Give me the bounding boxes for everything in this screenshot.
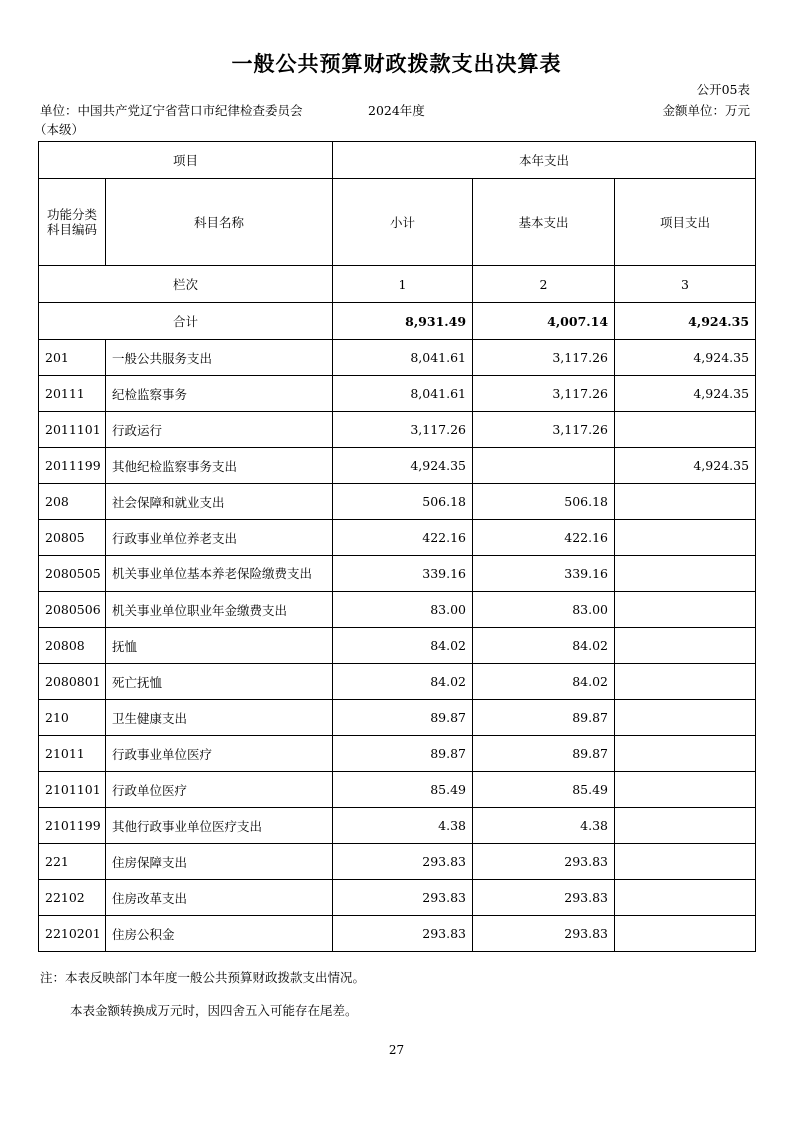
column-index-2: 2 — [473, 266, 615, 303]
row-subtotal: 89.87 — [333, 700, 473, 736]
row-code: 2210201 — [39, 916, 106, 952]
row-code: 208 — [39, 484, 106, 520]
row-project — [615, 664, 756, 700]
row-basic: 3,117.26 — [473, 340, 615, 376]
column-index-1: 1 — [333, 266, 473, 303]
row-subtotal: 506.18 — [333, 484, 473, 520]
row-subtotal: 4,924.35 — [333, 448, 473, 484]
column-index-label: 栏次 — [39, 266, 333, 303]
row-subtotal: 339.16 — [333, 556, 473, 592]
row-code: 2101101 — [39, 772, 106, 808]
table-row — [39, 736, 756, 772]
row-project — [615, 700, 756, 736]
note-line-1: 注：本表反映部门本年度一般公共预算财政拨款支出情况。 — [40, 970, 366, 985]
row-name: 机关事业单位职业年金缴费支出 — [106, 592, 333, 628]
header-code: 功能分类科目编码 — [39, 179, 106, 266]
row-basic: 84.02 — [473, 628, 615, 664]
table-row — [39, 484, 756, 520]
row-subtotal: 8,041.61 — [333, 340, 473, 376]
row-code: 2011101 — [39, 412, 106, 448]
total-label: 合计 — [39, 303, 333, 340]
row-code: 21011 — [39, 736, 106, 772]
row-basic — [473, 448, 615, 484]
row-project — [615, 880, 756, 916]
row-subtotal: 8,041.61 — [333, 376, 473, 412]
header-project: 项目 — [39, 142, 333, 179]
table-row — [39, 844, 756, 880]
money-unit: 金额单位：万元 — [662, 103, 750, 118]
table-row — [39, 700, 756, 736]
row-code: 20111 — [39, 376, 106, 412]
table-row — [39, 412, 756, 448]
row-basic: 84.02 — [473, 664, 615, 700]
table-row — [39, 340, 756, 376]
row-code: 201 — [39, 340, 106, 376]
row-code: 20808 — [39, 628, 106, 664]
table-row — [39, 556, 756, 592]
row-code: 210 — [39, 700, 106, 736]
total-row — [39, 303, 756, 340]
row-project — [615, 628, 756, 664]
header-row-2 — [39, 179, 756, 266]
table-row — [39, 376, 756, 412]
row-subtotal: 293.83 — [333, 916, 473, 952]
row-name: 其他纪检监察事务支出 — [106, 448, 333, 484]
table-row — [39, 772, 756, 808]
row-subtotal: 83.00 — [333, 592, 473, 628]
total-subtotal: 8,931.49 — [333, 303, 473, 340]
total-basic: 4,007.14 — [473, 303, 615, 340]
header-name: 科目名称 — [106, 179, 333, 266]
row-code: 221 — [39, 844, 106, 880]
row-name: 其他行政事业单位医疗支出 — [106, 808, 333, 844]
row-code: 2080505 — [39, 556, 106, 592]
row-basic: 83.00 — [473, 592, 615, 628]
row-name: 社会保障和就业支出 — [106, 484, 333, 520]
row-name: 抚恤 — [106, 628, 333, 664]
table-row — [39, 520, 756, 556]
row-name: 住房改革支出 — [106, 880, 333, 916]
row-project — [615, 772, 756, 808]
row-subtotal: 293.83 — [333, 844, 473, 880]
table-row — [39, 448, 756, 484]
row-basic: 3,117.26 — [473, 412, 615, 448]
row-code: 22102 — [39, 880, 106, 916]
row-name: 住房公积金 — [106, 916, 333, 952]
row-name: 机关事业单位基本养老保险缴费支出 — [106, 556, 333, 592]
row-name: 住房保障支出 — [106, 844, 333, 880]
row-subtotal: 4.38 — [333, 808, 473, 844]
header-current-expense: 本年支出 — [333, 142, 756, 179]
page-title: 一般公共预算财政拨款支出决算表 — [231, 52, 562, 76]
row-project: 4,924.35 — [615, 340, 756, 376]
row-project — [615, 844, 756, 880]
row-subtotal: 293.83 — [333, 880, 473, 916]
row-basic: 89.87 — [473, 736, 615, 772]
row-code: 2011199 — [39, 448, 106, 484]
row-basic: 293.83 — [473, 844, 615, 880]
fiscal-year: 2024年度 — [368, 103, 425, 118]
row-code: 2080801 — [39, 664, 106, 700]
row-basic: 339.16 — [473, 556, 615, 592]
table-row — [39, 808, 756, 844]
row-code: 20805 — [39, 520, 106, 556]
table-row — [39, 916, 756, 952]
row-name: 行政事业单位医疗 — [106, 736, 333, 772]
row-basic: 506.18 — [473, 484, 615, 520]
header-subtotal: 小计 — [333, 179, 473, 266]
total-project: 4,924.35 — [615, 303, 756, 340]
row-subtotal: 84.02 — [333, 628, 473, 664]
row-name: 卫生健康支出 — [106, 700, 333, 736]
row-basic: 85.49 — [473, 772, 615, 808]
header-project-expense: 项目支出 — [615, 179, 756, 266]
row-name: 死亡抚恤 — [106, 664, 333, 700]
row-project — [615, 808, 756, 844]
row-name: 纪检监察事务 — [106, 376, 333, 412]
row-subtotal: 3,117.26 — [333, 412, 473, 448]
row-subtotal: 85.49 — [333, 772, 473, 808]
row-project — [615, 592, 756, 628]
row-basic: 89.87 — [473, 700, 615, 736]
row-project — [615, 916, 756, 952]
table-row — [39, 664, 756, 700]
row-subtotal: 422.16 — [333, 520, 473, 556]
table-row — [39, 628, 756, 664]
row-code: 2101199 — [39, 808, 106, 844]
row-project — [615, 412, 756, 448]
page-number: 27 — [388, 1043, 405, 1057]
row-basic: 4.38 — [473, 808, 615, 844]
row-name: 行政运行 — [106, 412, 333, 448]
table-row — [39, 592, 756, 628]
row-basic: 293.83 — [473, 880, 615, 916]
expenditure-table — [38, 141, 756, 952]
row-project — [615, 484, 756, 520]
row-project — [615, 736, 756, 772]
row-subtotal: 84.02 — [333, 664, 473, 700]
header-row-1 — [39, 142, 756, 179]
row-basic: 3,117.26 — [473, 376, 615, 412]
column-index-row — [39, 266, 756, 303]
reporting-unit: 单位：中国共产党辽宁省营口市纪律检查委员会 — [40, 103, 303, 118]
table-row — [39, 880, 756, 916]
row-subtotal: 89.87 — [333, 736, 473, 772]
row-basic: 293.83 — [473, 916, 615, 952]
header-basic: 基本支出 — [473, 179, 615, 266]
row-project — [615, 520, 756, 556]
row-name: 行政事业单位养老支出 — [106, 520, 333, 556]
column-index-3: 3 — [615, 266, 756, 303]
reporting-level: （本级） — [34, 122, 85, 137]
form-number: 公开05表 — [696, 82, 750, 97]
row-project: 4,924.35 — [615, 448, 756, 484]
row-project — [615, 556, 756, 592]
row-name: 行政单位医疗 — [106, 772, 333, 808]
row-basic: 422.16 — [473, 520, 615, 556]
row-name: 一般公共服务支出 — [106, 340, 333, 376]
row-code: 2080506 — [39, 592, 106, 628]
note-line-2: 本表金额转换成万元时，因四舍五入可能存在尾差。 — [70, 1003, 358, 1018]
row-project: 4,924.35 — [615, 376, 756, 412]
